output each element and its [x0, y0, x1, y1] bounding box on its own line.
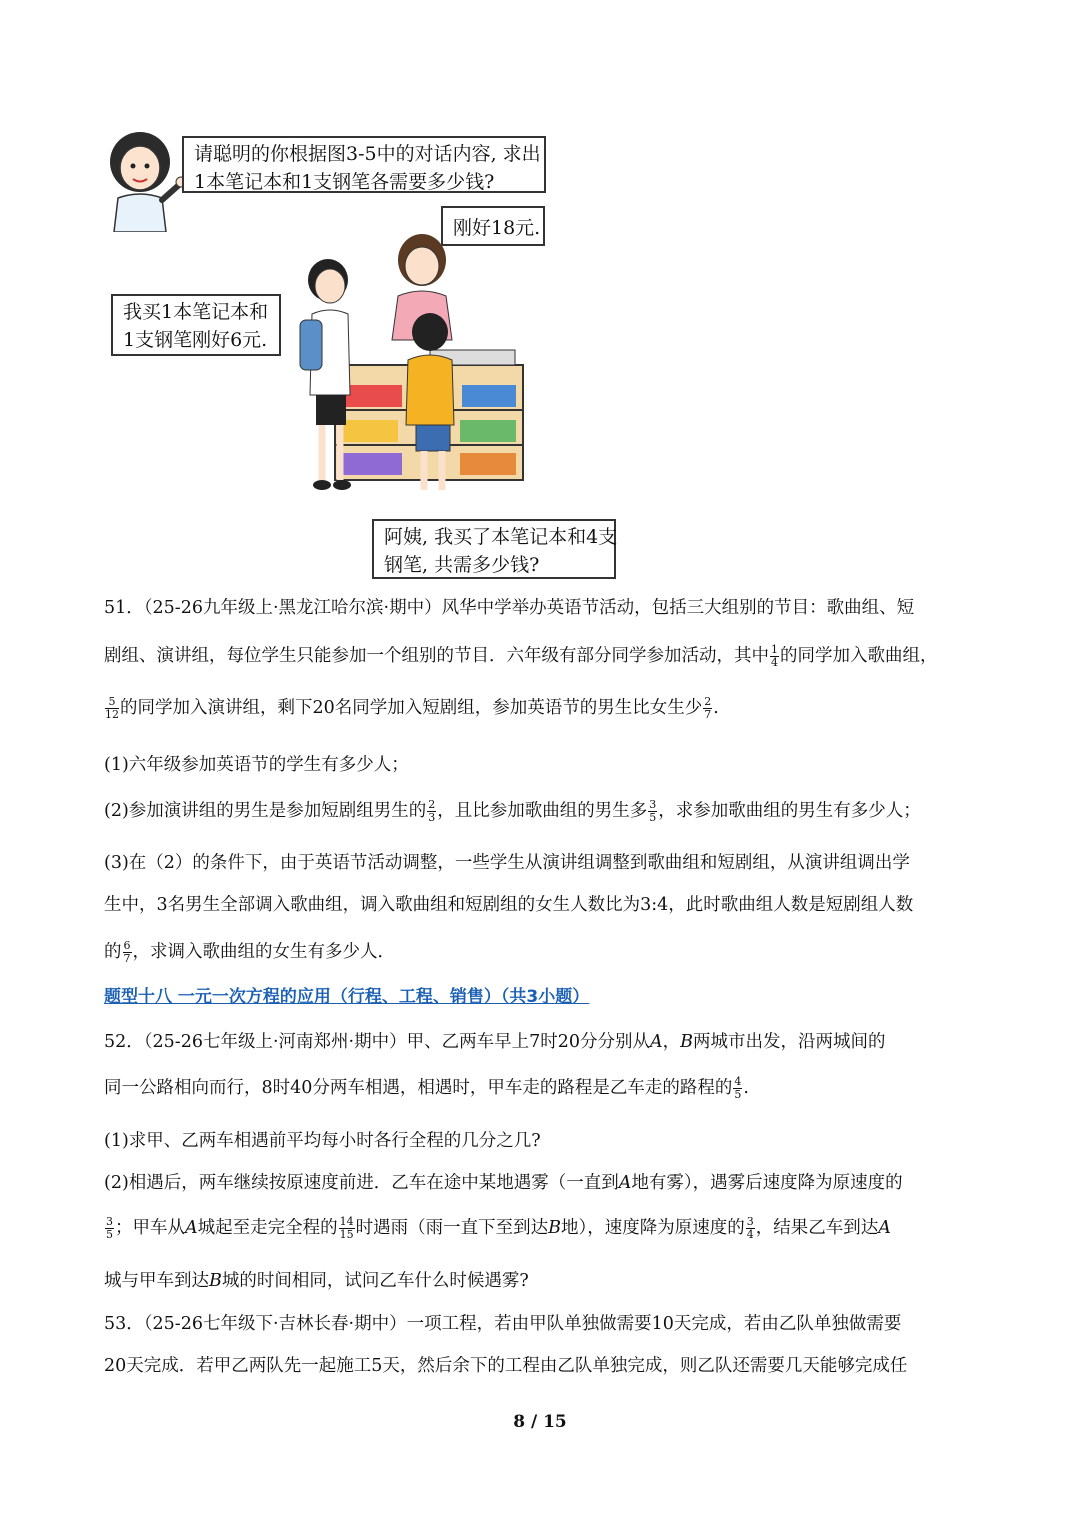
q51-line-2 — [104, 642, 980, 669]
denominator: 7 — [704, 708, 712, 721]
fraction-2-3 — [427, 799, 436, 824]
fraction-3-5 — [105, 1216, 114, 1241]
q52-line-1 — [104, 1028, 980, 1053]
denominator: 5 — [106, 1228, 113, 1241]
city-a-label: A — [878, 1218, 891, 1238]
bubble-line: 1本笔记本和1支钢笔各需要多少钱? — [194, 171, 495, 193]
bubble-line: 我买1本笔记本和 — [123, 301, 269, 323]
text-run: 城起至走完全程的 — [197, 1218, 338, 1238]
city-b-label: B — [548, 1218, 562, 1238]
text-run: 城与甲车到达 — [104, 1271, 209, 1291]
fraction-3-5 — [648, 799, 657, 824]
numerator: 5 — [105, 696, 119, 709]
boy-speech-bubble — [111, 294, 281, 356]
q51-part-1: (1)六年级参加英语节的学生有多少人； — [104, 755, 409, 775]
bubble-line: 刚好18元. — [453, 217, 541, 239]
text-run: ，且比参加歌曲组的男生多 — [437, 801, 648, 821]
text-run: 地），速度降为原速度的 — [561, 1218, 745, 1238]
numerator: 2 — [428, 798, 436, 811]
numerator: 1 — [771, 643, 778, 656]
denominator: 15 — [339, 1228, 354, 1241]
text-run: ；甲车从 — [115, 1218, 185, 1238]
denominator: 5 — [734, 1088, 742, 1101]
teacher-speech-bubble — [182, 136, 546, 193]
bubble-line: 请聪明的你根据图3-5中的对话内容, 求出 — [194, 143, 541, 165]
text-run: (2)参加演讲组的男生是参加短剧组男生的 — [104, 801, 427, 821]
denominator: 4 — [771, 656, 778, 669]
numerator: 2 — [704, 695, 712, 708]
text-run: 时遇雨（雨一直下至到达 — [355, 1218, 549, 1238]
numerator: 14 — [339, 1215, 354, 1228]
child-speech-bubble — [372, 519, 616, 579]
q51-part-3-line-1: (3)在（2）的条件下，由于英语节活动调整，一些学生从演讲组调整到歌曲组和短剧组，从演讲组调出学 — [104, 853, 910, 873]
fraction-4-5 — [733, 1076, 742, 1101]
denominator: 3 — [428, 811, 436, 824]
fraction-3-4 — [746, 1216, 755, 1241]
text-run: 城的时间相同，试问乙车什么时候遇雾? — [221, 1271, 529, 1291]
text-run: 的同学加入歌曲组， — [780, 646, 938, 666]
q53-line-1: 53．（25-26七年级下·吉林长春·期中）一项工程，若由甲队单独做需要10天完成，若由乙队单独做需要 — [104, 1314, 902, 1334]
numerator: 3 — [649, 798, 657, 811]
q51-part-3-line-3 — [104, 938, 980, 965]
numerator: 4 — [734, 1075, 742, 1088]
text-run: 剧组、演讲组，每位学生只能参加一个组别的节目．六年级有部分同学参加活动，其中 — [104, 646, 769, 666]
bubble-line: 钢笔, 共需多少钱? — [384, 554, 540, 576]
fraction-1-4 — [770, 644, 779, 669]
fraction-6-7 — [123, 940, 132, 965]
text-run: ，结果乙车到达 — [755, 1218, 879, 1238]
text-run: . — [743, 1078, 749, 1098]
section-heading: 题型十八 一元一次方程的应用（行程、工程、销售）（共3小题） — [104, 987, 590, 1007]
text-run: . — [713, 698, 719, 718]
q52-line-2 — [104, 1074, 980, 1101]
text-run: 同一公路相向而行，8时40分两车相遇，相遇时，甲车走的路程是乙车走的路程的 — [104, 1078, 733, 1098]
q51-part-2 — [104, 797, 980, 824]
text-run: 两城市出发，沿两城间的 — [693, 1032, 886, 1052]
denominator: 7 — [123, 952, 131, 965]
fraction-2-7 — [703, 696, 712, 721]
text-run: 52．（25-26七年级上·河南郑州·期中）甲、乙两车早上7时20分分别从 — [104, 1032, 650, 1052]
q51-line-3 — [104, 694, 980, 721]
bubble-line: 阿姨, 我买了本笔记本和4支 — [384, 526, 618, 548]
page-number: 8 / 15 — [513, 1412, 567, 1432]
q52-part-2-line-1 — [104, 1169, 980, 1194]
q52-part-2-line-3 — [104, 1267, 980, 1292]
text-run: (2)相遇后，两车继续按原速度前进．乙车在途中某地遇雾（一直到 — [104, 1173, 619, 1193]
numerator: 3 — [746, 1215, 754, 1228]
q52-part-2-line-2 — [104, 1214, 980, 1241]
teacher-illustration — [100, 128, 186, 232]
bubble-line: 1支钢笔刚好6元. — [123, 329, 268, 351]
q52-part-1: (1)求甲、乙两车相遇前平均每小时各行全程的几分之几? — [104, 1131, 541, 1151]
city-a-label: A — [650, 1032, 663, 1052]
fraction-14-15 — [339, 1216, 355, 1241]
q51-line-1: 51．（25-26九年级上·黑龙江哈尔滨·期中）风华中学举办英语节活动，包括三大组别的节目：歌曲组、短 — [104, 598, 915, 618]
numerator: 3 — [106, 1215, 113, 1228]
q51-part-3-line-2: 生中，3名男生全部调入歌曲组，调入歌曲组和短剧组的女生人数比为3:4，此时歌曲组人数是短剧组人数 — [104, 895, 914, 915]
text-run: 地有雾），遇雾后速度降为原速度的 — [631, 1173, 903, 1193]
denominator: 5 — [649, 811, 657, 824]
text-run: 的同学加入演讲组，剩下20名同学加入短剧组，参加英语节的男生比女生少 — [120, 698, 703, 718]
denominator: 12 — [105, 708, 119, 721]
city-a-label: A — [185, 1218, 198, 1238]
text-run: ，求调入歌曲组的女生有多少人． — [132, 942, 395, 962]
fraction-5-12 — [105, 696, 119, 721]
shop-scene-illustration — [280, 210, 540, 510]
text-run: ，求参加歌曲组的男生有多少人； — [658, 801, 921, 821]
city-a-label: A — [618, 1173, 632, 1193]
text-run: 的 — [104, 942, 122, 962]
numerator: 6 — [123, 939, 131, 952]
denominator: 4 — [746, 1228, 754, 1241]
text-run: ， — [662, 1032, 681, 1052]
city-b-label: B — [680, 1032, 694, 1052]
q53-line-2: 20天完成．若甲乙两队先一起施工5天，然后余下的工程由乙队单独完成，则乙队还需要几天能够完成任 — [104, 1356, 908, 1376]
city-b-label: B — [209, 1271, 222, 1291]
